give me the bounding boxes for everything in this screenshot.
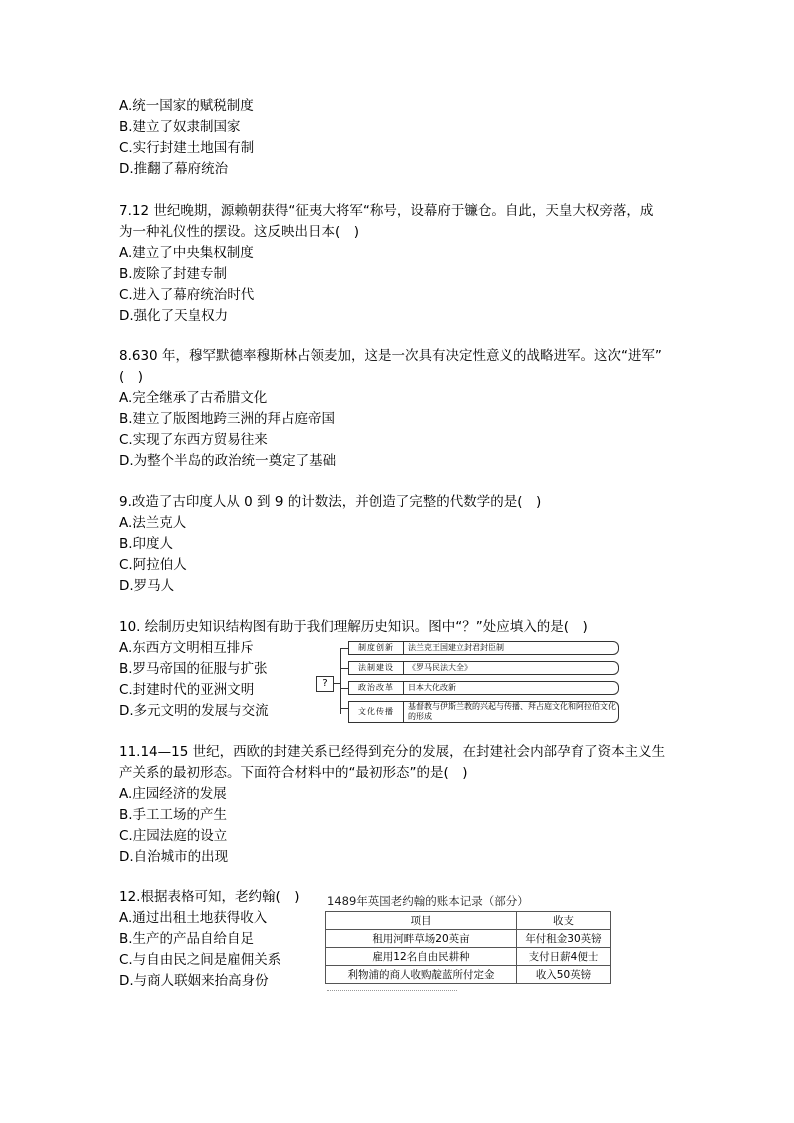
q11-option-d: D.自治城市的出现 (119, 849, 229, 865)
table-header-row (326, 912, 611, 930)
q7-stem-line1: 7.12 世纪晚期，源赖朝获得“征夷大将军“称号，设幕府于镰仓。自此，天皇大权旁落，成 (119, 203, 654, 219)
q8-option-a: A.完全继承了古希腊文化 (119, 390, 268, 406)
q9-option-b: B.印度人 (119, 536, 174, 552)
q12-option-c: C.与自由民之间是雇佣关系 (119, 952, 282, 968)
q6-option-d: D.推翻了幕府统治 (119, 161, 229, 177)
question-7 (119, 201, 689, 327)
q8-option-b: B.建立了版图地跨三洲的拜占庭帝国 (119, 411, 336, 427)
table-header-cell: 收支 (517, 912, 611, 930)
ledger-table-figure (325, 893, 615, 991)
table-cell: 雇用12名自由民耕种 (326, 948, 517, 966)
q12-option-b: B.生产的产品自给自足 (119, 931, 255, 947)
q11-option-a: A.庄园经济的发展 (119, 786, 227, 802)
q10-option-d: D.多元文明的发展与交流 (119, 703, 269, 719)
table-cell: 支付日薪4便士 (517, 948, 611, 966)
q6-option-c: C.实行封建土地国有制 (119, 140, 255, 156)
table-row (326, 930, 611, 948)
table-cell: 收入50英镑 (517, 966, 611, 984)
question-12 (119, 887, 319, 992)
q9-option-a: A.法兰克人 (119, 515, 187, 531)
q7-option-d: D.强化了天皇权力 (119, 308, 229, 324)
table-header-cell: 项目 (326, 912, 517, 930)
q11-stem-line2: 产关系的最初形态。下面符合材料中的“最初形态”的是( ) (119, 765, 468, 781)
diagram-root-box: ? (316, 676, 334, 692)
q12-stem: 12.根据表格可知，老约翰( ) (119, 889, 300, 905)
table-cell: 租用河畔草场20英亩 (326, 930, 517, 948)
table-caption: 1489年英国老约翰的账本记录（部分） (327, 894, 529, 908)
q8-option-d: D.为整个半岛的政治统一奠定了基础 (119, 453, 337, 469)
question-11 (119, 742, 689, 868)
knowledge-structure-diagram (316, 639, 616, 725)
q12-option-d: D.与商人联姻来抬高身份 (119, 973, 269, 989)
q7-option-b: B.废除了封建专制 (119, 266, 228, 282)
q11-option-c: C.庄园法庭的设立 (119, 828, 228, 844)
q10-option-b: B.罗马帝国的征服与扩张 (119, 661, 268, 677)
q9-stem: 9.改造了古印度人从 0 到 9 的计数法，并创造了完整的代数学的是( ) (119, 494, 542, 510)
diagram-row-text: 日本大化改新 (404, 681, 619, 695)
q12-option-a: A.通过出租土地获得收入 (119, 910, 268, 926)
table-cropped-edge (327, 984, 457, 991)
diagram-row-label: 文化传播 (348, 701, 404, 723)
diagram-row-label: 政治改革 (348, 681, 404, 695)
q11-stem-line1: 11.14—15 世纪，西欧的封建关系已经得到充分的发展，在封建社会内部孕育了资本主义生 (119, 744, 666, 760)
diagram-row-label: 法制建设 (348, 661, 404, 675)
ledger-table (325, 911, 611, 984)
diagram-row-text: 《罗马民法大全》 (404, 661, 619, 675)
table-row (326, 948, 611, 966)
table-cell: 利物浦的商人收购靛蓝所付定金 (326, 966, 517, 984)
q8-stem-line1: 8.630 年，穆罕默德率穆斯林占领麦加，这是一次具有决定性意义的战略进军。这次“进军” (119, 348, 662, 364)
q8-option-c: C.实现了东西方贸易往来 (119, 432, 268, 448)
q8-stem-line2: ( ) (119, 369, 144, 385)
diagram-row-text: 法兰克王国建立封君封臣制 (404, 641, 619, 655)
question-6-options (119, 96, 689, 180)
diagram-row-text: 基督教与伊斯兰教的兴起与传播、拜占庭文化和阿拉伯文化的形成 (404, 701, 619, 723)
table-row (326, 966, 611, 984)
q9-option-d: D.罗马人 (119, 578, 175, 594)
q11-option-b: B.手工工场的产生 (119, 807, 228, 823)
q7-option-a: A.建立了中央集权制度 (119, 245, 254, 261)
q6-option-a: A.统一国家的赋税制度 (119, 98, 254, 114)
q10-option-c: C.封建时代的亚洲文明 (119, 682, 255, 698)
question-9 (119, 492, 689, 597)
q10-stem: 10. 绘制历史知识结构图有助于我们理解历史知识。图中“？”处应填入的是( ) (119, 619, 588, 635)
q7-stem-line2: 为一种礼仪性的摆设。这反映出日本( ) (119, 224, 360, 240)
diagram-bracket (340, 648, 341, 714)
q6-option-b: B.建立了奴隶制国家 (119, 119, 241, 135)
q10-option-a: A.东西方文明相互排斥 (119, 640, 254, 656)
q7-option-c: C.进入了幕府统治时代 (119, 287, 255, 303)
diagram-row-label: 制度创新 (348, 641, 404, 655)
q9-option-c: C.阿拉伯人 (119, 557, 187, 573)
question-8 (119, 346, 689, 472)
table-cell: 年付租金30英镑 (517, 930, 611, 948)
